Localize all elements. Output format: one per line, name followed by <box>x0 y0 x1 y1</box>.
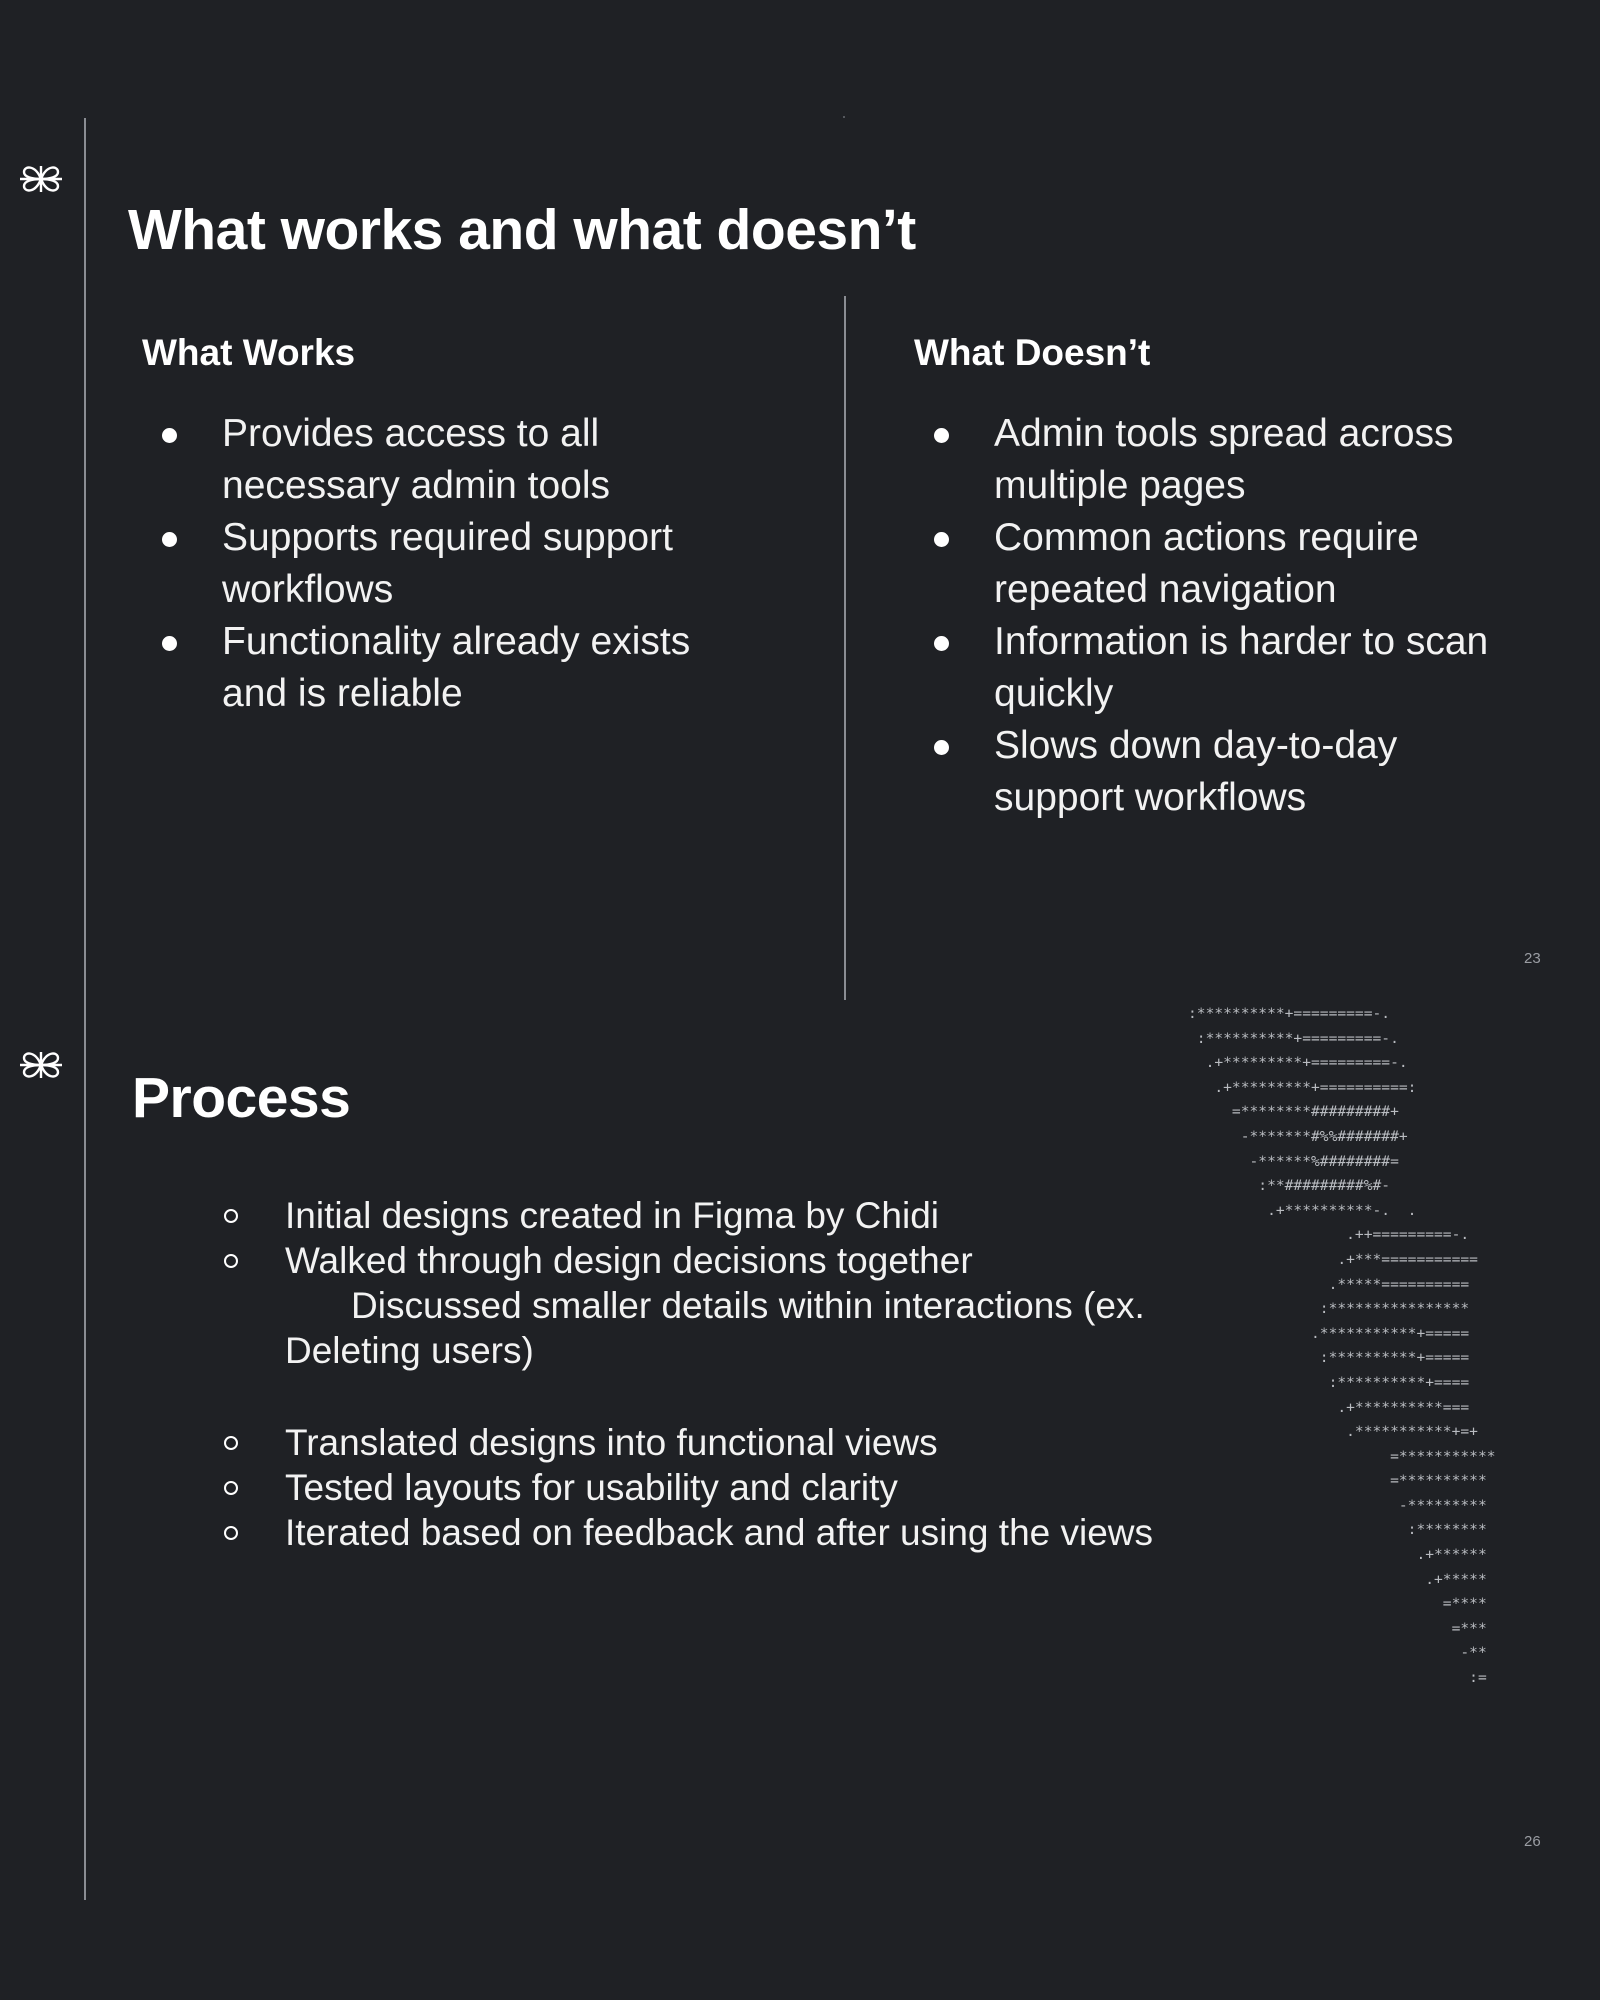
bullet-dot-icon <box>934 428 949 443</box>
bullet-dot-icon <box>934 740 949 755</box>
list-item <box>222 1465 1222 1510</box>
list-item <box>222 1420 1222 1465</box>
list-item-text: Admin tools spread across multiple pages <box>994 412 1454 507</box>
sub-note-line: Discussed smaller details within interactions (ex. <box>351 1285 1145 1326</box>
section-title-process: Process <box>132 1066 351 1130</box>
bullet-circle-icon <box>224 1436 238 1450</box>
list-item <box>914 512 1534 616</box>
bullet-dot-icon <box>934 636 949 651</box>
what-doesnt-heading: What Doesn’t <box>914 332 1151 373</box>
list-item-text: Common actions require repeated navigation <box>994 516 1419 611</box>
page-number: 23 <box>1524 950 1541 967</box>
what-works-heading: What Works <box>142 332 356 373</box>
list-item <box>142 408 762 512</box>
list-item-text: Information is harder to scan quickly <box>994 620 1489 715</box>
bullet-circle-icon <box>224 1209 238 1223</box>
ascii-art-decoration: :**********+=========-. :**********+=========-. .+*********+=========-. .+*********+==========: =********#########+ -*******#%%#######+ -******%########= :**#########%#- .+**********-. . .++=========-. .+***=========== .*****========== :**************** .***********+===== :**********+===== :**********+==== .+**********=== .***********+=+ =*********** =********** -********* :******** .+****** .+***** =**** =*** -** := <box>1188 1005 1496 1687</box>
list-item-text: Translated designs into functional views <box>285 1422 938 1463</box>
what-doesnt-list <box>914 408 1534 824</box>
bullet-circle-icon <box>224 1526 238 1540</box>
bullet-dot-icon <box>162 428 177 443</box>
bullet-dot-icon <box>934 532 949 547</box>
list-item <box>222 1193 1222 1238</box>
list-item <box>914 616 1534 720</box>
section-title-what-works: What works and what doesn’t <box>128 198 916 262</box>
list-item <box>222 1510 1222 1555</box>
list-item-text: Iterated based on feedback and after using the views <box>285 1512 1154 1553</box>
list-item-text: Walked through design decisions together <box>285 1240 973 1281</box>
list-item-text: Provides access to all necessary admin tools <box>222 412 611 507</box>
bullet-dot-icon <box>162 532 177 547</box>
list-item <box>914 408 1534 512</box>
list-item-text: Initial designs created in Figma by Chidi <box>285 1195 939 1236</box>
spacer-dot <box>843 116 845 118</box>
left-margin-rule <box>84 118 86 1900</box>
sub-note-continuation: Deleting users) <box>285 1330 534 1371</box>
page-number: 26 <box>1524 1833 1541 1850</box>
bullet-dot-icon <box>162 636 177 651</box>
what-works-list <box>142 408 762 720</box>
process-steps-list <box>222 1193 1222 1373</box>
list-item-text: Tested layouts for usability and clarity <box>285 1467 898 1508</box>
column-divider <box>844 296 846 1000</box>
list-item <box>142 616 762 720</box>
bullet-circle-icon <box>224 1254 238 1268</box>
bullet-circle-icon <box>224 1481 238 1495</box>
process-steps-list-continued <box>222 1420 1222 1555</box>
list-item-text: Supports required support workflows <box>222 516 673 611</box>
list-item <box>222 1238 1222 1373</box>
flower-icon <box>18 1046 64 1084</box>
list-item-text: Functionality already exists and is reliable <box>222 620 691 715</box>
flower-icon <box>18 160 64 198</box>
list-item-text: Slows down day-to-day support workflows <box>994 724 1398 819</box>
list-item <box>914 720 1534 824</box>
list-item <box>142 512 762 616</box>
